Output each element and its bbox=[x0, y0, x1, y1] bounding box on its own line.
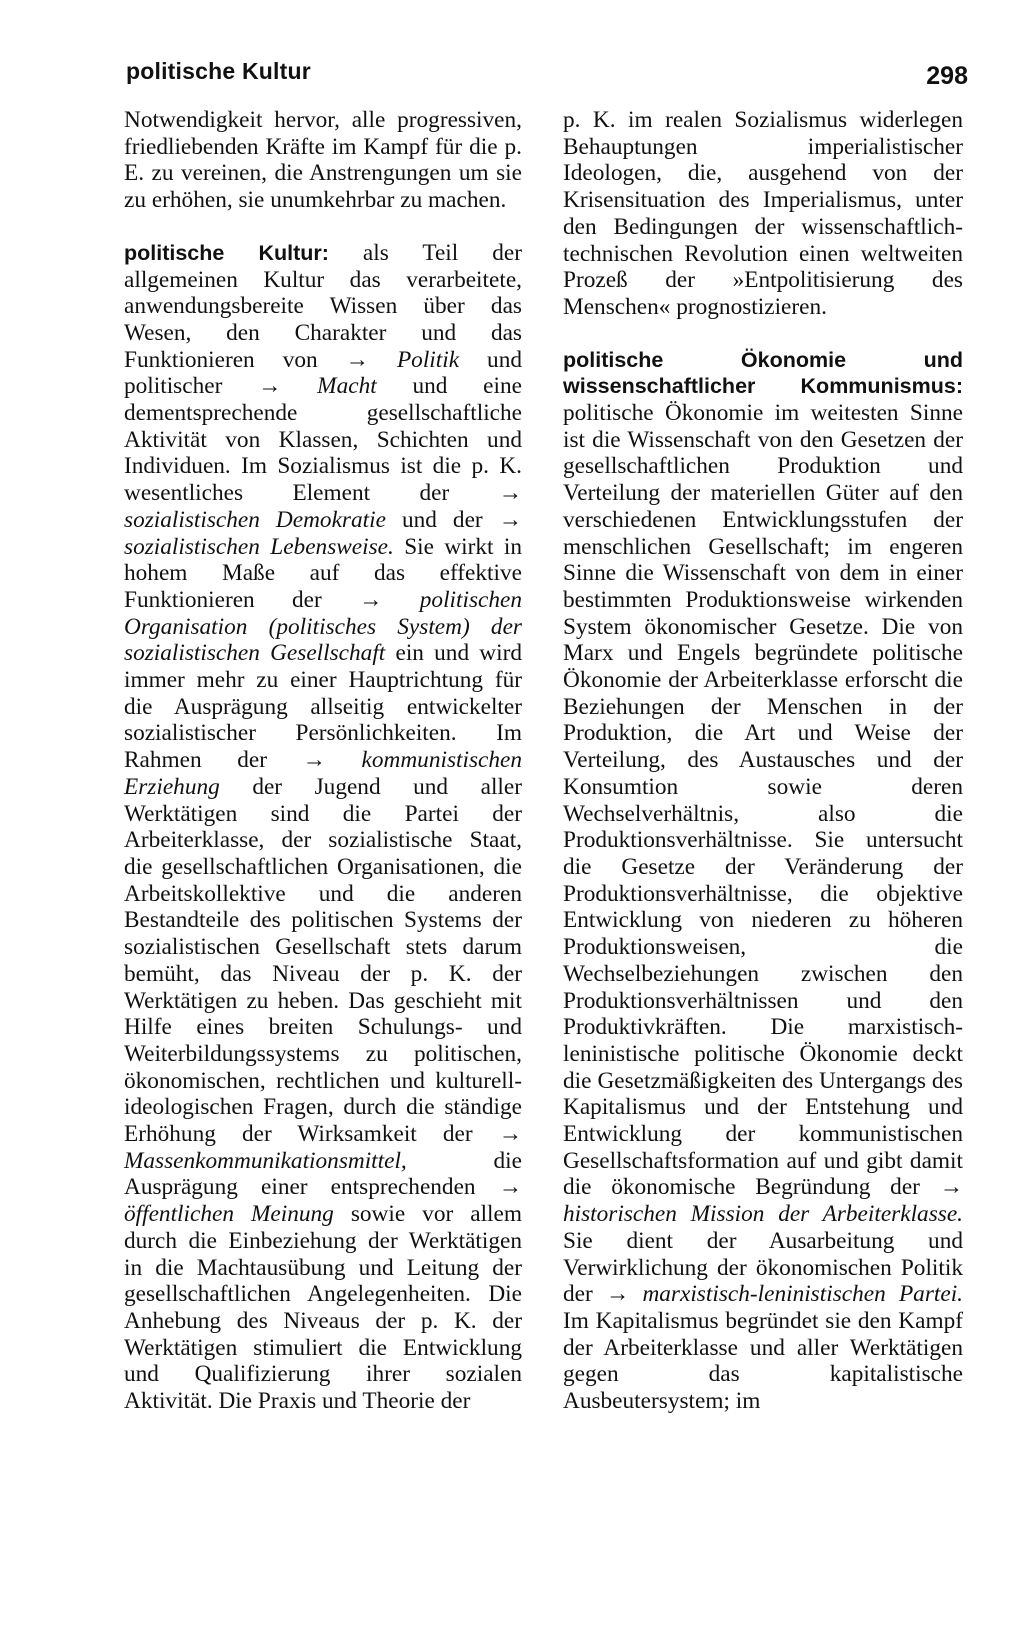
cross-reference-kommunistische-erziehung[interactable]: kommunistischen Erziehung bbox=[124, 747, 522, 800]
entry-text: Sie wirkt in hohem Maße auf das effektive Funktionieren der bbox=[124, 533, 523, 613]
cross-reference-arrow-icon: → bbox=[498, 1174, 522, 1201]
cross-reference-arrow-icon: → bbox=[498, 480, 522, 507]
entry-text: und politischer bbox=[124, 346, 522, 400]
cross-reference-arrow-icon: → bbox=[498, 506, 522, 533]
entry-heading: politische Ökonomie und wissenschaftlicher Kommunismus: bbox=[563, 347, 963, 399]
cross-reference-sozialistische-demokratie[interactable]: sozialistischen Demokratie bbox=[124, 506, 386, 533]
entry-politische-kultur bbox=[124, 240, 522, 1415]
cross-reference-marxistisch-leninistische-partei[interactable]: marxistisch-leninistischen Partei. bbox=[642, 1281, 963, 1308]
cross-reference-massenkommunikationsmittel[interactable]: Massenkommunikationsmittel, bbox=[124, 1147, 407, 1174]
entry-text: als Teil der allgemeinen Kultur das verarbeitete, anwendungsbereite Wissen über das Wesen, den Charakter und das Funktionieren von bbox=[124, 239, 522, 373]
cross-reference-arrow-icon: → bbox=[605, 1281, 643, 1308]
entry-text: ein und wird immer mehr zu einer Hauptrichtung für die Ausprägung allseitig entwickelter sozialistischer Persönlichkeiten. Im Rahmen der bbox=[124, 640, 522, 774]
cross-reference-arrow-icon: → bbox=[359, 586, 420, 613]
entry-text: und eine dementsprechende gesellschaftliche Aktivität von Klassen, Schichten und Individuen. Im Sozialismus ist die p. K. wesentliches Element der bbox=[124, 373, 522, 507]
cross-reference-arrow-icon: → bbox=[498, 1121, 522, 1148]
left-column bbox=[124, 107, 522, 1415]
cross-reference-politik[interactable]: Politik bbox=[396, 346, 460, 373]
entry-heading: politische Kultur: bbox=[124, 240, 329, 265]
continuation-text: Notwendigkeit hervor, alle progressiven, friedliebenden Kräfte im Kampf für die p. E. zu vereinen, die Anstrengungen um sie zu erhöhen, sie unumkehrbar zu machen. bbox=[124, 107, 522, 214]
continuation-text: p. K. im realen Sozialismus widerlegen Behauptungen imperialistischer Ideologen, die, ausgehend von der Krisensituation des Imperialismus, unter den Bedingungen der wissenschaftlich-technischen Revolution einen weltweiten Prozeß der »Entpolitisierung des Menschen« prognostizieren. bbox=[563, 107, 963, 320]
cross-reference-arrow-icon: → bbox=[345, 346, 397, 373]
right-column bbox=[563, 107, 963, 1415]
cross-reference-historische-mission[interactable]: historischen Mission der Arbeiterklasse. bbox=[563, 1201, 963, 1228]
cross-reference-sozialistische-lebensweise[interactable]: sozialistischen Lebensweise. bbox=[124, 533, 394, 560]
entry-text: und der bbox=[385, 506, 499, 533]
entry-text: die Ausprägung einer entsprechenden bbox=[124, 1147, 522, 1201]
page-number: 298 bbox=[926, 62, 968, 90]
running-head: politische Kultur bbox=[126, 58, 311, 84]
cross-reference-politische-organisation[interactable]: politischen Organisation (politisches System) der sozialistischen Gesellschaft bbox=[124, 586, 522, 667]
cross-reference-arrow-icon: → bbox=[302, 747, 362, 774]
entry-text: Sie dient der Ausarbeitung und Verwirklichung der ökonomischen Politik der bbox=[563, 1227, 963, 1308]
entry-text: Im Kapitalismus begründet sie den Kampf der Arbeiterklasse und aller Werktätigen gegen das kapitalistische Ausbeutersystem; im bbox=[563, 1307, 963, 1415]
cross-reference-macht[interactable]: Macht bbox=[317, 373, 377, 400]
entry-text: der Jugend und aller Werktätigen sind die Partei der Arbeiterklasse, der sozialistische Staat, die gesellschaftlichen Organisationen, die Arbeitskollektive und die anderen Bestandteile des politischen Systems der sozialistischen Gesellschaft stets darum bemüht, das Niveau der p. K. der Werktätigen zu heben. Das geschieht mit Hilfe eines breiten Schulungs- und Weiterbildungssystems zu politischen, ökonomischen, rechtlichen und kulturell-ideologischen Fragen, durch die ständige Erhöhung der Wirksamkeit der bbox=[124, 773, 522, 1148]
cross-reference-oeffentliche-meinung[interactable]: öffentlichen Meinung bbox=[124, 1201, 334, 1228]
cross-reference-arrow-icon: → bbox=[939, 1174, 963, 1201]
entry-text: politische Ökonomie im weitesten Sinne ist die Wissenschaft von den Gesetzen der gesellschaftlichen Produktion und Verteilung der materiellen Güter auf den verschiedenen Entwicklungsstufen der menschlichen Gesellschaft; im engeren Sinne die Wissenschaft von dem in einer bestimmten Produktionsweise wirkenden System ökonomischer Gesetze. Die von Marx und Engels begründete politische Ökonomie der Arbeiterklasse erforscht die Beziehungen der Menschen in der Produktion, die Art und Weise der Verteilung, des Austausches und der Konsumtion sowie deren Wechselverhältnis, also die Produktionsverhältnisse. Sie untersucht die Gesetze der Veränderung der Produktionsverhältnisse, die objektive Entwicklung von niederen zu höheren Produktionsweisen, die Wechselbeziehungen zwischen den Produktionsverhältnissen und den Produktivkräften. Die marxistisch-leninistische politische Ökonomie deckt die Gesetzmäßigkeiten des Untergangs des Kapitalismus und der Entstehung und Entwicklung der kommunistischen Gesellschaftsformation auf und gibt damit die ökonomische Begründung der bbox=[563, 400, 963, 1201]
entry-politische-oekonomie bbox=[563, 347, 963, 1415]
entry-text: sowie vor allem durch die Einbeziehung der Werktätigen in die Machtausübung und Leitung der gesellschaftlichen Angelegenheiten. Die Anhebung des Niveaus der p. K. der Werktätigen stimuliert die Entwicklung und Qualifizierung ihrer sozialen Aktivität. Die Praxis und Theorie der bbox=[124, 1201, 522, 1415]
cross-reference-arrow-icon: → bbox=[258, 373, 318, 400]
